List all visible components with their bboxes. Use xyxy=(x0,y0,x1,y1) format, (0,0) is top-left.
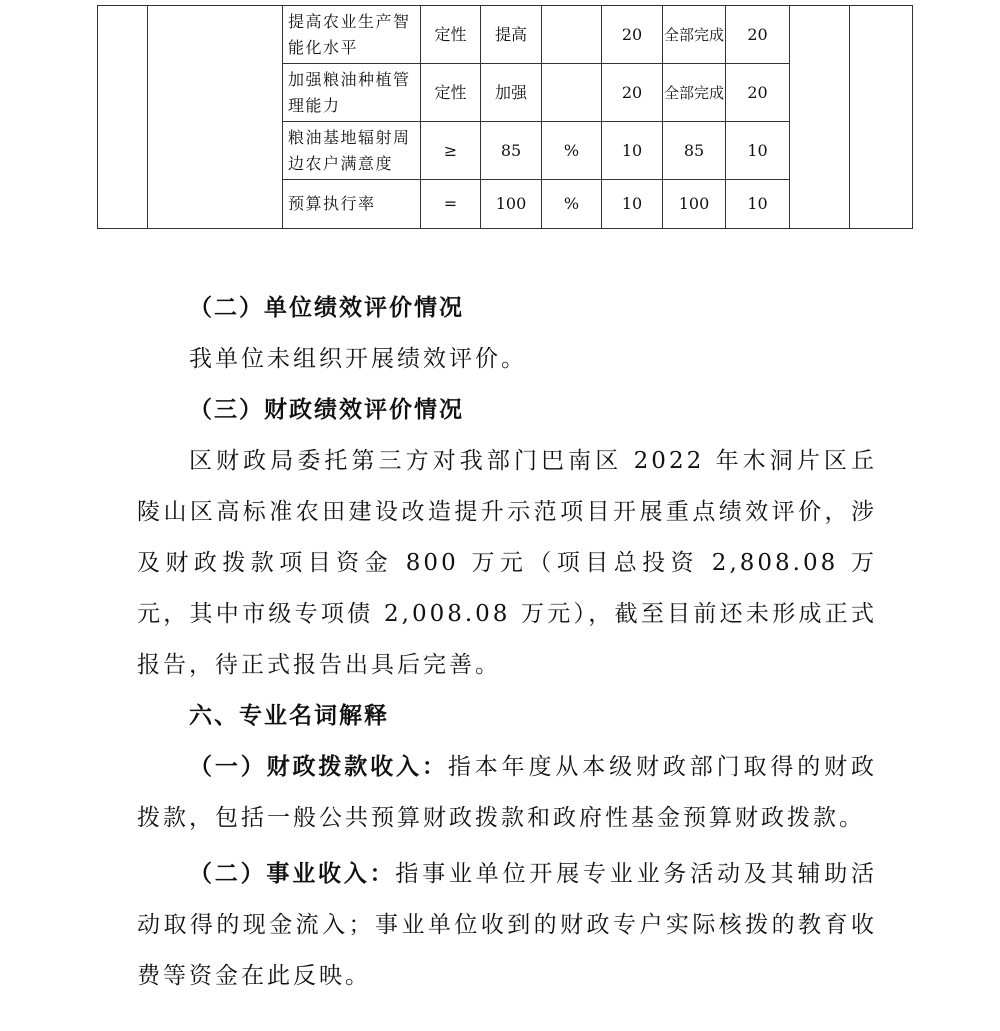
indicator-name: 加强粮油种植管理能力 xyxy=(283,64,421,122)
table-row xyxy=(98,6,913,64)
indicator-actual: 全部完成 xyxy=(663,6,726,64)
merged-cell-blank xyxy=(850,6,913,229)
indicator-actual: 85 xyxy=(663,122,726,180)
merged-cell-blank xyxy=(790,6,850,229)
glossary-term: （二）事业收入： xyxy=(189,861,396,887)
glossary-definition: 指事业单位开展专业业务活动及其辅助活动取得的现金流入；事业单位收到的财政专户实际核拨的教育收费等资金在此反映。 xyxy=(137,861,878,989)
performance-indicator-table xyxy=(97,5,913,229)
glossary-item xyxy=(137,742,877,844)
merged-cell-blank xyxy=(98,6,148,229)
indicator-name: 粮油基地辐射周边农户满意度 xyxy=(283,122,421,180)
indicator-weight: 10 xyxy=(602,122,663,180)
indicator-unit: % xyxy=(542,122,602,180)
indicator-target: 100 xyxy=(481,180,542,229)
glossary-item xyxy=(137,849,877,1002)
indicator-target: 85 xyxy=(481,122,542,180)
section-heading-unit-eval: （二）单位绩效评价情况 xyxy=(189,295,464,321)
indicator-symbol: 定性 xyxy=(421,64,481,122)
indicator-name: 提高农业生产智能化水平 xyxy=(283,6,421,64)
indicator-symbol: = xyxy=(421,180,481,229)
indicator-target: 提高 xyxy=(481,6,542,64)
indicator-target: 加强 xyxy=(481,64,542,122)
indicator-actual: 全部完成 xyxy=(663,64,726,122)
merged-cell-blank xyxy=(148,6,283,229)
indicator-symbol: 定性 xyxy=(421,6,481,64)
indicator-score: 10 xyxy=(726,122,790,180)
indicator-unit: % xyxy=(542,180,602,229)
glossary-definition: 指本年度从本级财政部门取得的财政拨款，包括一般公共预算财政拨款和政府性基金预算财政拨款。 xyxy=(137,754,878,831)
indicator-actual: 100 xyxy=(663,180,726,229)
indicator-name: 预算执行率 xyxy=(283,180,421,229)
paragraph-finance-eval: 区财政局委托第三方对我部门巴南区 2022 年木洞片区丘陵山区高标准农田建设改造提升示范项目开展重点绩效评价，涉及财政拨款项目资金 800 万元（项目总投资 2,808.08 万元，其中市级专项债 2,008.08 万元），截至目前还未形成正式报告，待正式报告出具后完善。 xyxy=(137,448,877,678)
indicator-score: 10 xyxy=(726,180,790,229)
indicator-score: 20 xyxy=(726,64,790,122)
indicator-unit xyxy=(542,6,602,64)
indicator-score: 20 xyxy=(726,6,790,64)
glossary-term: （一）财政拨款收入： xyxy=(189,754,448,780)
indicator-symbol: ≥ xyxy=(421,122,481,180)
indicator-weight: 20 xyxy=(602,6,663,64)
paragraph-unit-eval: 我单位未组织开展绩效评价。 xyxy=(189,346,527,372)
indicator-unit xyxy=(542,64,602,122)
indicator-weight: 20 xyxy=(602,64,663,122)
indicator-weight: 10 xyxy=(602,180,663,229)
section-heading-finance-eval: （三）财政绩效评价情况 xyxy=(189,397,464,423)
document-body xyxy=(137,283,877,1002)
section-heading-glossary: 六、专业名词解释 xyxy=(189,703,389,729)
